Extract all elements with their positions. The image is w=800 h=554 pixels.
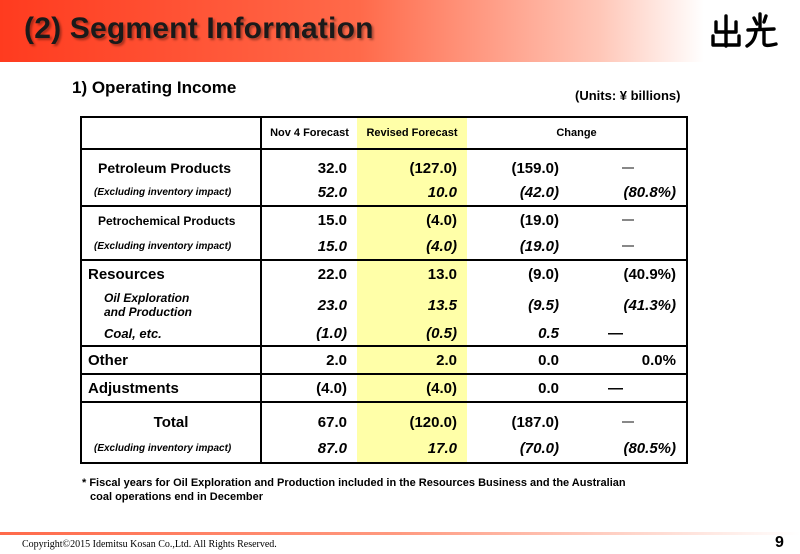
table-row: [81, 409, 687, 435]
cell-pct: [569, 156, 687, 180]
row-label: Adjustments: [81, 374, 261, 402]
cell-revised: 13.5: [357, 288, 467, 322]
cell-pct: (41.3%): [569, 288, 687, 322]
not-applicable-dash: [622, 421, 634, 423]
section-subtitle: 1) Operating Income: [72, 78, 237, 97]
header-nov4: Nov 4 Forecast: [261, 117, 357, 149]
cell-revised: (4.0): [357, 206, 467, 234]
copyright-text: Copyright©2015 Idemitsu Kosan Co.,Ltd. All Rights Reserved.: [22, 539, 277, 550]
footnote-line2: coal operations end in December: [90, 491, 263, 503]
page-number: 9: [775, 534, 784, 551]
cell-change: (9.5): [528, 296, 559, 314]
table-row: [81, 322, 687, 346]
cell-pct: 0.0%: [569, 346, 687, 374]
row-label: (Excluding inventory impact): [81, 234, 261, 260]
cell-nov4: 32.0: [317, 159, 347, 177]
units-label: (Units: ¥ billions): [575, 88, 681, 103]
cell-nov4: 67.0: [317, 413, 347, 431]
cell-change: (42.0): [519, 184, 559, 201]
row-label: Petrochemical Products: [81, 206, 261, 234]
cell-change: (159.0): [511, 159, 559, 177]
cell-change: 0.5: [538, 325, 559, 342]
cell-pct: (80.5%): [569, 435, 687, 463]
table-row: [81, 374, 687, 402]
row-label: Total: [81, 409, 261, 435]
cell-revised: 17.0: [357, 435, 467, 463]
cell-revised: (4.0): [357, 374, 467, 402]
cell-pct: (80.8%): [569, 180, 687, 206]
cell-pct: [569, 409, 687, 435]
cell-change: 0.0: [467, 374, 569, 402]
cell-change: (9.0): [467, 260, 569, 288]
not-applicable-dash: [622, 245, 634, 247]
table-row: [81, 156, 687, 180]
cell-revised: 2.0: [357, 346, 467, 374]
row-label: Other: [81, 346, 261, 374]
cell-change: (187.0): [511, 413, 559, 431]
row-label: (Excluding inventory impact): [81, 180, 261, 206]
cell-nov4: 87.0: [261, 435, 357, 463]
segment-table: [80, 116, 688, 464]
cell-change: (70.0): [467, 435, 569, 463]
table-row: [81, 234, 687, 260]
cell-change: 0.0: [467, 346, 569, 374]
cell-pct: [569, 206, 687, 234]
table-row: [81, 288, 687, 322]
cell-revised: 10.0: [357, 180, 467, 206]
cell-revised: 13.0: [357, 260, 467, 288]
row-label: Coal, etc.: [81, 322, 261, 346]
cell-nov4: (4.0): [261, 374, 357, 402]
cell-revised: (120.0): [357, 409, 467, 435]
not-applicable-dash: [622, 167, 634, 169]
cell-nov4: 15.0: [261, 206, 357, 234]
cell-nov4: 23.0: [317, 296, 347, 314]
footer-divider: [0, 532, 800, 535]
table-row: [81, 260, 687, 288]
cell-nov4: (1.0): [316, 325, 347, 342]
row-label: Petroleum Products: [81, 156, 261, 180]
table-row: [81, 180, 687, 206]
cell-pct: (40.9%): [569, 260, 687, 288]
table-row: [81, 346, 687, 374]
header-blank: [81, 117, 261, 149]
row-label: (Excluding inventory impact): [81, 435, 261, 463]
cell-revised: (4.0): [357, 234, 467, 260]
cell-revised: (127.0): [357, 156, 467, 180]
row-label-line2: and Production: [104, 305, 192, 319]
cell-pct: —: [569, 322, 687, 346]
cell-change: (19.0): [519, 238, 559, 255]
row-label: [81, 288, 261, 322]
cell-pct: [569, 234, 687, 260]
header-change: Change: [467, 117, 687, 149]
footnote: [82, 476, 702, 504]
slide-title: (2) Segment Information: [24, 12, 374, 45]
table-header-row: [81, 117, 687, 149]
idemitsu-logo: [708, 10, 782, 50]
cell-nov4: 52.0: [317, 184, 347, 201]
header-revised: Revised Forecast: [357, 117, 467, 149]
cell-nov4: 2.0: [261, 346, 357, 374]
row-label-line1: Oil Exploration: [104, 291, 190, 305]
table-row: [81, 206, 687, 234]
table-row: [81, 435, 687, 463]
footnote-line1: * Fiscal years for Oil Exploration and Production included in the Resources Business and the Australian: [82, 477, 626, 489]
cell-nov4: 15.0: [317, 238, 347, 255]
row-label: Resources: [81, 260, 261, 288]
cell-pct: —: [569, 374, 687, 402]
cell-revised: (0.5): [357, 322, 467, 346]
not-applicable-dash: [622, 219, 634, 221]
cell-change: (19.0): [467, 206, 569, 234]
cell-nov4: 22.0: [261, 260, 357, 288]
